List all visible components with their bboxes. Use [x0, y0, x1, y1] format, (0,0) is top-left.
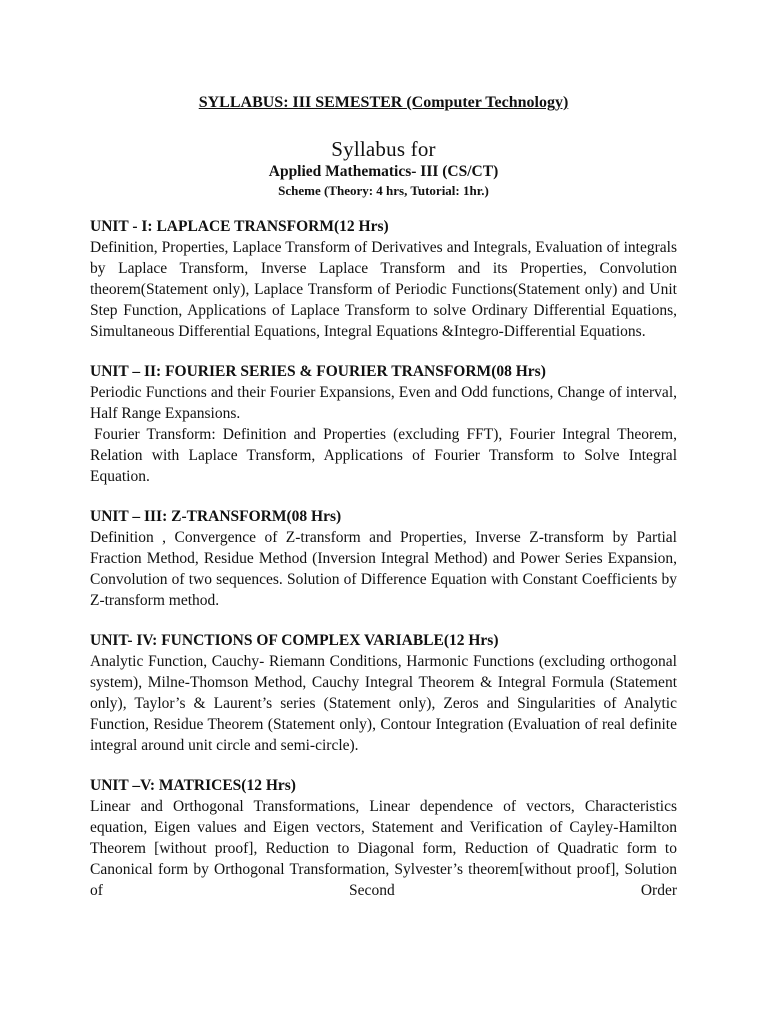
- unit-4-body: Analytic Function, Cauchy- Riemann Conditions, Harmonic Functions (excluding orthogonal system), Milne-Thomson Method, Cauchy Integral Theorem & Integral Formula (Statement only), Taylor’s & Laurent’s series (Statement only), Zeros and Singularities of Analytic Function, Residue Theorem (Statement only), Contour Integration (Evaluation of real definite integral around unit circle and semi-circle).: [90, 653, 677, 754]
- unit-2: [90, 361, 677, 487]
- unit-4: [90, 630, 677, 756]
- unit-5-body: Linear and Orthogonal Transformations, Linear dependence of vectors, Characteristics equation, Eigen values and Eigen vectors, Statement and Verification of Cayley-Hamilton Theorem [without proof], Reduction to Diagonal form, Reduction of Quadratic form to Canonical form by Orthogonal Transformation, Sylvester’s theorem[without proof], Solution of Second Order: [90, 798, 677, 899]
- scheme-line: Scheme (Theory: 4 hrs, Tutorial: 1hr.): [278, 183, 489, 198]
- syllabus-for-title: Syllabus for: [331, 137, 436, 161]
- unit-5: [90, 775, 677, 901]
- syllabus-page: [90, 92, 677, 920]
- unit-1-body: Definition, Properties, Laplace Transform of Derivatives and Integrals, Evaluation of integrals by Laplace Transform, Inverse Laplace Transform and its Properties, Convolution theorem(Statement only), Laplace Transform of Periodic Functions(Statement only) and Unit Step Function, Applications of Laplace Transform to solve Ordinary Differential Equations, Simultaneous Differential Equations, Integral Equations &Integro-Differential Equations.: [90, 239, 677, 340]
- unit-2-body-1: Periodic Functions and their Fourier Expansions, Even and Odd functions, Change of interval, Half Range Expansions.: [90, 384, 677, 422]
- unit-3-body: Definition , Convergence of Z-transform and Properties, Inverse Z-transform by Partial Fraction Method, Residue Method (Inversion Integral Method) and Power Series Expansion, Convolution of two sequences. Solution of Difference Equation with Constant Coefficients by Z-transform method.: [90, 529, 677, 609]
- unit-1-title: UNIT - I: LAPLACE TRANSFORM(12 Hrs): [90, 218, 389, 235]
- unit-3: [90, 506, 677, 611]
- unit-1: [90, 216, 677, 342]
- subject-title: Applied Mathematics- III (CS/CT): [268, 163, 499, 180]
- unit-2-title: UNIT – II: FOURIER SERIES & FOURIER TRANSFORM(08 Hrs): [90, 363, 546, 380]
- unit-3-title: UNIT – III: Z-TRANSFORM(08 Hrs): [90, 508, 342, 525]
- unit-4-title: UNIT- IV: FUNCTIONS OF COMPLEX VARIABLE(12 Hrs): [90, 632, 499, 649]
- unit-2-body-2: Fourier Transform: Definition and Properties (excluding FFT), Fourier Integral Theorem, Relation with Laplace Transform, Applications of Fourier Transform to Solve Integral Equation.: [90, 426, 677, 485]
- page-heading: SYLLABUS: III SEMESTER (Computer Technology): [198, 94, 569, 111]
- unit-5-title: UNIT –V: MATRICES(12 Hrs): [90, 777, 296, 794]
